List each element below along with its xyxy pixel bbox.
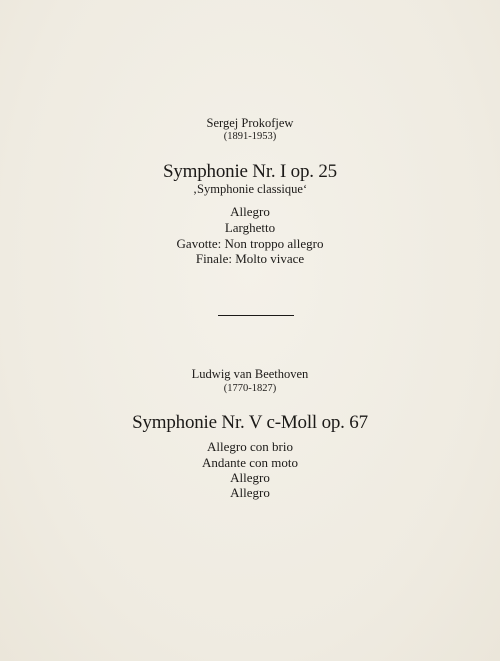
section-divider — [218, 315, 294, 316]
composer-name: Sergej Prokofjew — [206, 116, 294, 130]
work-title: Symphonie Nr. I op. 25 — [163, 161, 337, 182]
work-title: Symphonie Nr. V c-Moll op. 67 — [132, 412, 368, 433]
movement-item: Allegro — [230, 470, 270, 485]
movement-item: Andante con moto — [201, 455, 299, 470]
movement-item: Gavotte: Non troppo allegro — [176, 236, 324, 251]
movement-item: Allegro — [230, 485, 270, 500]
work-subtitle: ‚Symphonie classique‘ — [192, 182, 308, 196]
movement-item: Allegro con brio — [207, 439, 293, 454]
movement-item: Finale: Molto vivace — [195, 251, 305, 266]
composer-dates: (1891-1953) — [223, 131, 277, 142]
composer-name: Ludwig van Beethoven — [191, 367, 309, 381]
movement-item: Allegro — [230, 204, 270, 219]
composer-dates: (1770-1827) — [223, 383, 277, 394]
movement-item: Larghetto — [224, 220, 276, 235]
